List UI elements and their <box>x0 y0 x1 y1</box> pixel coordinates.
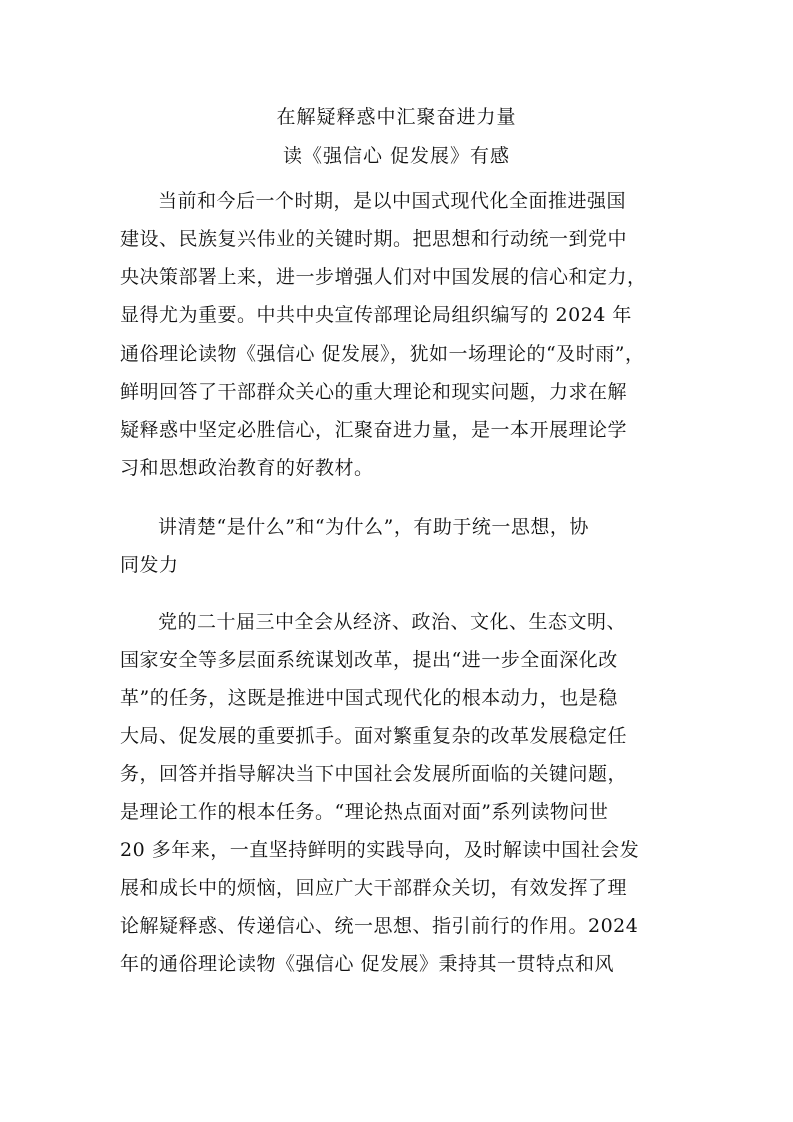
text-line: 20 多年来，一直坚持鲜明的实践导向，及时解读中国社会发 <box>120 839 640 861</box>
document-title: 在解疑释惑中汇聚奋进力量 <box>276 106 517 128</box>
text-line: 展和成长中的烦恼，回应广大干部群众关切，有效发挥了理 <box>120 877 628 899</box>
text-line: 年的通俗理论读物《强信心 促发展》秉持其一贯特点和风 <box>120 953 615 975</box>
text-line: 党的二十届三中全会从经济、政治、文化、生态文明、 <box>158 611 627 633</box>
document-subtitle: 读《强信心 促发展》有感 <box>282 145 511 167</box>
text-line: 疑释惑中坚定必胜信心，汇聚奋进力量，是一本开展理论学 <box>120 419 628 441</box>
text-line: 通俗理论读物《强信心 促发展》，犹如一场理论的“及时雨”， <box>120 343 645 365</box>
text-line: 是理论工作的根本任务。“理论热点面对面”系列读物问世 <box>120 801 609 823</box>
section-heading-line: 讲清楚“是什么”和“为什么”，有助于统一思想，协 <box>158 516 589 538</box>
text-line: 大局、促发展的重要抓手。面对繁重复杂的改革发展稳定任 <box>120 725 628 747</box>
text-line: 当前和今后一个时期，是以中国式现代化全面推进强国 <box>158 190 627 212</box>
text-line: 习和思想政治教育的好教材。 <box>120 457 374 479</box>
text-line: 革”的任务，这既是推进中国式现代化的根本动力，也是稳 <box>120 687 618 709</box>
text-line: 务，回答并指导解决当下中国社会发展所面临的关键问题， <box>120 763 628 785</box>
text-line: 论解疑释惑、传递信心、统一思想、指引前行的作用。2024 <box>120 915 639 937</box>
text-line: 央决策部署上来，进一步增强人们对中国发展的信心和定力， <box>120 266 647 288</box>
section-heading-line: 同发力 <box>120 554 179 576</box>
text-line: 鲜明回答了干部群众关心的重大理论和现实问题，力求在解 <box>120 381 628 403</box>
text-line: 建设、民族复兴伟业的关键时期。把思想和行动统一到党中 <box>120 228 628 250</box>
text-line: 显得尤为重要。中共中央宣传部理论局组织编写的 2024 年 <box>120 304 632 326</box>
text-line: 国家安全等多层面系统谋划改革，提出“进一步全面深化改 <box>120 649 618 671</box>
